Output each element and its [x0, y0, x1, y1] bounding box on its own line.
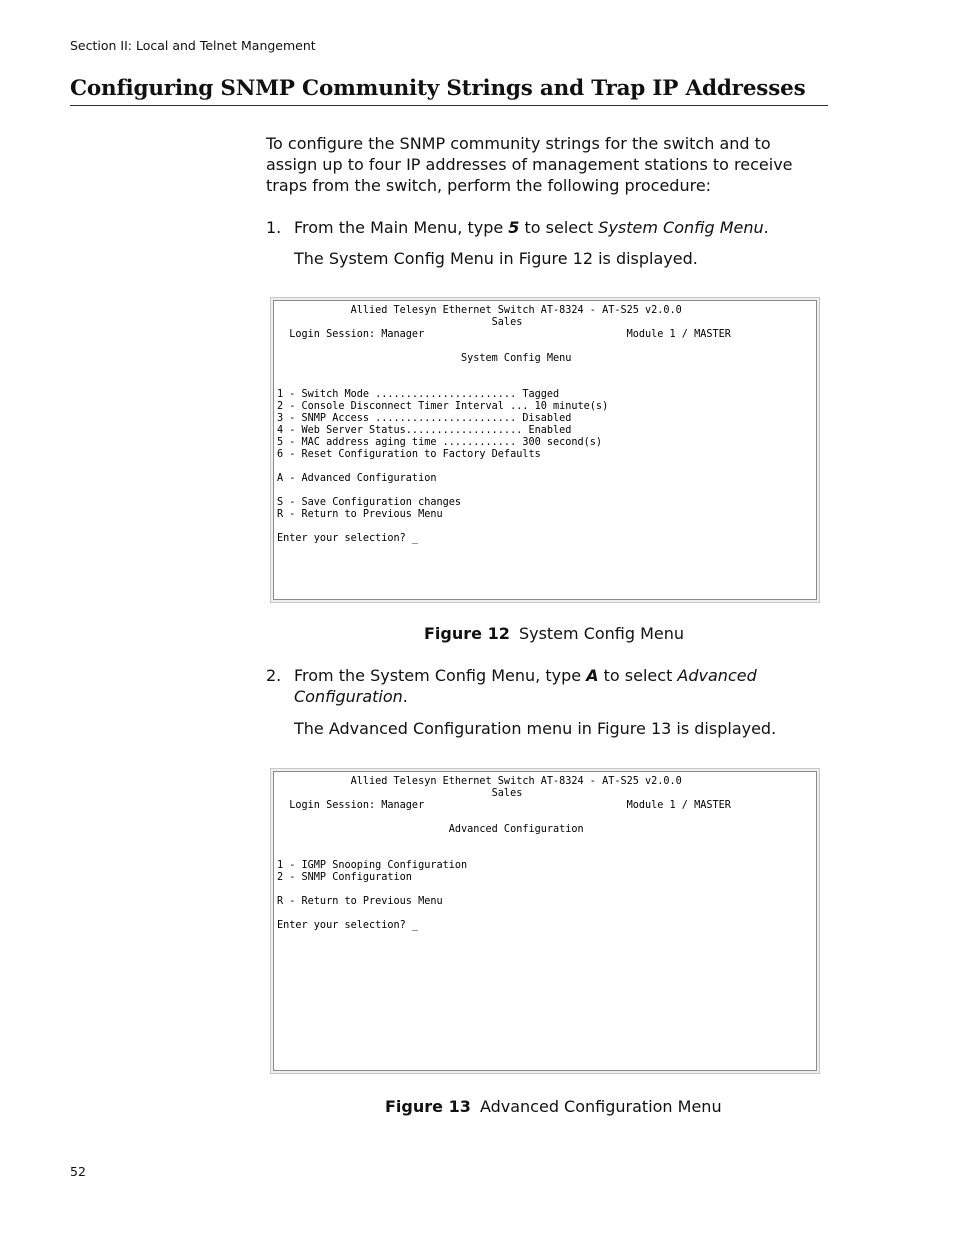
step-1-text-c: .	[763, 218, 769, 237]
figure-13-caption	[385, 1097, 722, 1116]
terminal-line: 5 - MAC address aging time ............ 300 second(s)	[277, 437, 603, 448]
terminal-figure-12	[270, 297, 820, 603]
terminal-line: 6 - Reset Configuration to Factory Defaults	[277, 449, 541, 460]
terminal-figure-13	[270, 768, 820, 1074]
figure-12-title: System Config Menu	[518, 624, 685, 643]
step-1-text-b: to select	[519, 218, 599, 237]
figure-12-caption	[424, 624, 684, 643]
terminal-line: Allied Telesyn Ethernet Switch AT-8324 - AT-S25 v2.0.0	[277, 305, 682, 316]
step-2	[266, 665, 826, 709]
terminal-line: Login Session: Manager Module 1 / MASTER	[277, 800, 731, 811]
step-2-key: A	[586, 666, 599, 685]
step-2-text-b: to select	[598, 666, 678, 685]
terminal-line: Sales	[277, 317, 523, 328]
step-1-text	[294, 217, 824, 238]
terminal-line: Sales	[277, 788, 523, 799]
step-1-result: The System Config Menu in Figure 12 is displayed.	[294, 249, 698, 268]
terminal-line: Allied Telesyn Ethernet Switch AT-8324 - AT-S25 v2.0.0	[277, 776, 682, 787]
step-2-number: 2.	[266, 666, 282, 685]
terminal-line: R - Return to Previous Menu	[277, 896, 443, 907]
terminal-line: 4 - Web Server Status................... Enabled	[277, 425, 572, 436]
step-2-text-a: From the System Config Menu, type	[294, 666, 587, 685]
step-2-target-line2: Configuration	[294, 687, 403, 706]
step-2-text	[294, 665, 824, 707]
terminal-line: Enter your selection? _	[277, 533, 419, 544]
step-2-target-line1: Advanced	[677, 666, 757, 685]
step-2-result: The Advanced Configuration menu in Figure 13 is displayed.	[294, 719, 777, 738]
step-2-text-c: .	[402, 687, 408, 706]
page-number: 52	[70, 1164, 86, 1179]
terminal-line: 2 - SNMP Configuration	[277, 872, 412, 883]
figure-13-label: Figure 13	[385, 1097, 471, 1116]
figure-13-title: Advanced Configuration Menu	[479, 1097, 722, 1116]
terminal-line: 3 - SNMP Access ....................... Disabled	[277, 413, 572, 424]
terminal-line: A - Advanced Configuration	[277, 473, 437, 484]
step-1-text-a: From the Main Menu, type	[294, 218, 509, 237]
page-title: Configuring SNMP Community Strings and Trap IP Addresses	[70, 76, 828, 106]
terminal-line: S - Save Configuration changes	[277, 497, 462, 508]
terminal-line: 1 - Switch Mode ....................... Tagged	[277, 389, 560, 400]
step-1-number: 1.	[266, 218, 282, 237]
terminal-line: R - Return to Previous Menu	[277, 509, 443, 520]
step-1-target: System Config Menu	[598, 218, 764, 237]
terminal-line: Advanced Configuration	[277, 824, 584, 835]
figure-12-label: Figure 12	[424, 624, 510, 643]
terminal-line: Enter your selection? _	[277, 920, 419, 931]
terminal-line: 2 - Console Disconnect Timer Interval ... 10 minute(s)	[277, 401, 609, 412]
intro-paragraph: To configure the SNMP community strings for the switch and to assign up to four IP addresses of management stations to receive traps from the switch, perform the following procedure:	[266, 134, 793, 195]
section-label: Section II: Local and Telnet Mangement	[70, 38, 316, 53]
terminal-line: System Config Menu	[277, 353, 572, 364]
step-1-key: 5	[508, 218, 520, 237]
terminal-line: Login Session: Manager Module 1 / MASTER	[277, 329, 731, 340]
terminal-line: 1 - IGMP Snooping Configuration	[277, 860, 468, 871]
